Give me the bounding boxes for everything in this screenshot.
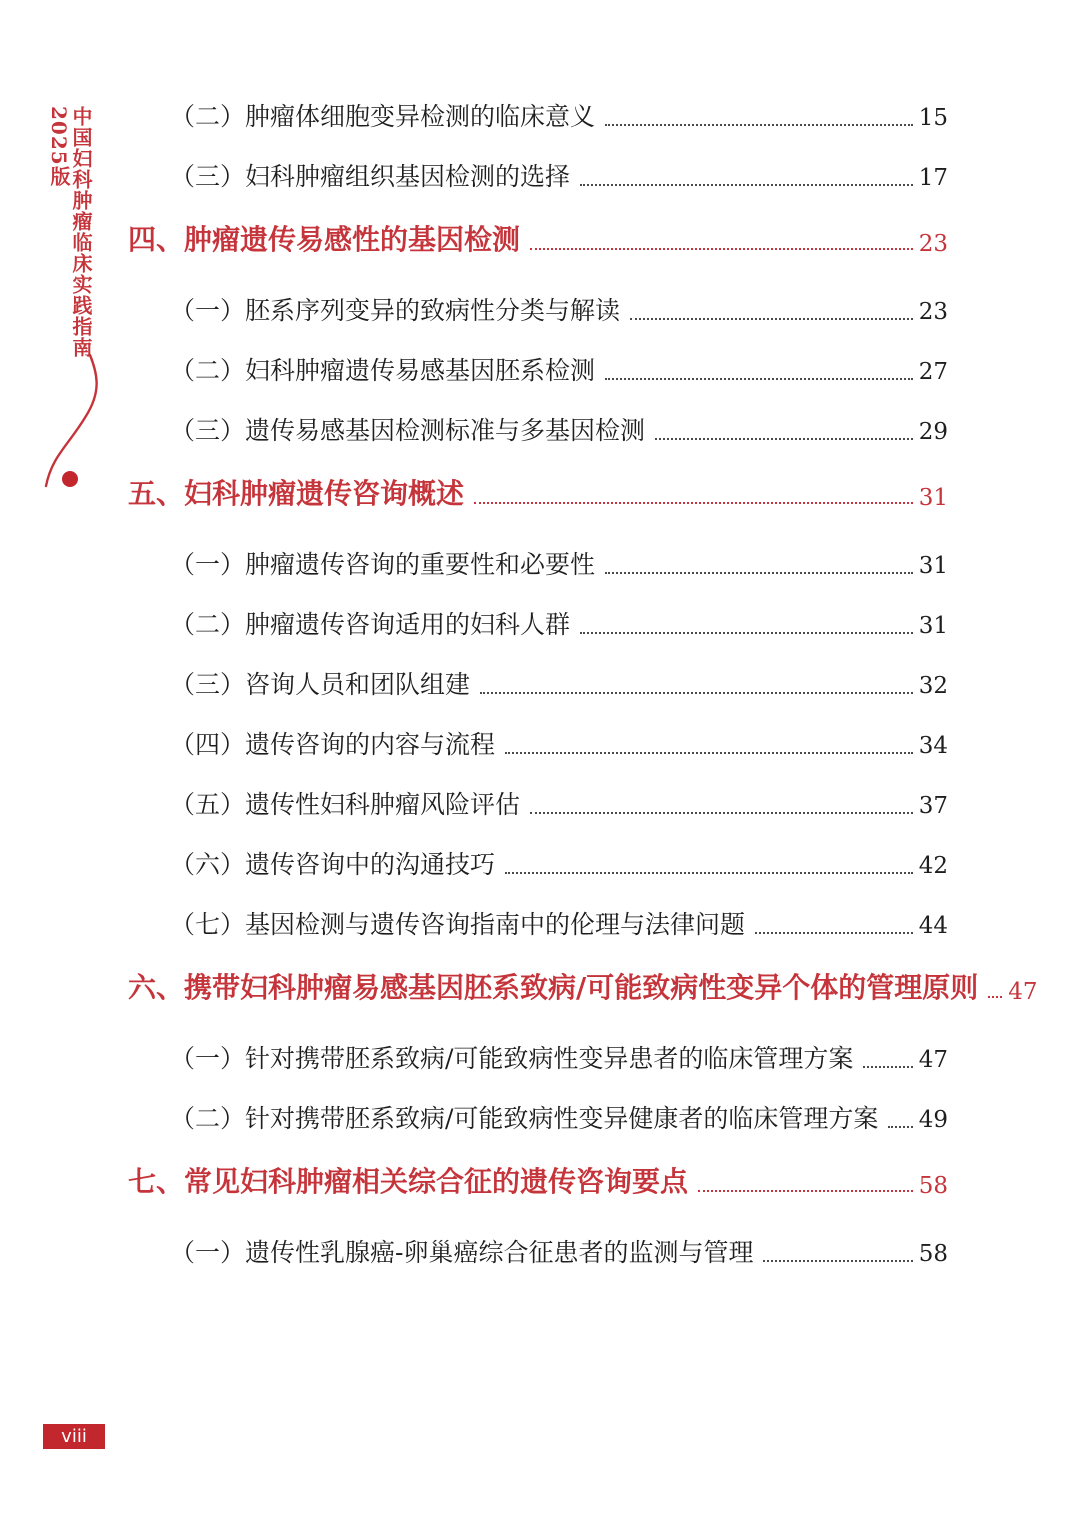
toc-entry <box>128 668 948 702</box>
toc-entry-page: 47 <box>918 1047 948 1073</box>
toc-page <box>128 100 1038 1296</box>
toc-entry-page: 31 <box>918 553 948 579</box>
dotted-leader <box>580 632 913 634</box>
dotted-leader <box>698 1190 913 1192</box>
toc-entry <box>128 788 948 822</box>
toc-entry-label: （一）肿瘤遗传咨询的重要性和必要性 <box>170 550 596 579</box>
dotted-leader <box>755 932 913 934</box>
dotted-leader <box>863 1066 912 1068</box>
toc-entry <box>128 1102 948 1136</box>
toc-entry-page: 42 <box>918 853 948 879</box>
toc-entry-label: （二）肿瘤遗传咨询适用的妇科人群 <box>170 610 571 639</box>
toc-entry <box>128 1042 948 1076</box>
toc-entry-page: 37 <box>918 793 948 819</box>
toc-entry-page: 27 <box>918 359 948 385</box>
toc-entry-label: （七）基因检测与遗传咨询指南中的伦理与法律问题 <box>170 910 746 939</box>
toc-entry-page: 32 <box>918 673 948 699</box>
dotted-leader <box>505 872 913 874</box>
toc-entry-label: （一）遗传性乳腺癌-卵巢癌综合征患者的监测与管理 <box>170 1238 754 1267</box>
toc-entry-page: 31 <box>918 485 948 511</box>
toc-entry <box>128 414 948 448</box>
toc-entry-page: 17 <box>918 165 948 191</box>
toc-entry-label: （二）针对携带胚系致病/可能致病性变异健康者的临床管理方案 <box>170 1104 879 1133</box>
toc-entry-page: 44 <box>918 913 948 939</box>
toc-entry-page: 58 <box>918 1241 948 1267</box>
toc-entry <box>128 848 948 882</box>
sidebar-brand <box>48 106 92 436</box>
toc-entry-page: 47 <box>1008 979 1038 1005</box>
toc-entry <box>128 1162 948 1202</box>
toc-entry-page: 58 <box>918 1173 948 1199</box>
dotted-leader <box>605 378 913 380</box>
toc-entry-label: （三）咨询人员和团队组建 <box>170 670 471 699</box>
toc-entry-page: 34 <box>918 733 948 759</box>
toc-entry-page: 23 <box>918 231 948 257</box>
toc-entry <box>128 608 948 642</box>
dotted-leader <box>480 692 913 694</box>
toc-entry-label: 五、妇科肿瘤遗传咨询概述 <box>128 477 465 510</box>
dotted-leader <box>630 318 913 320</box>
dotted-leader <box>763 1260 912 1262</box>
toc-entry-page: 49 <box>918 1107 948 1133</box>
decorative-dot <box>62 471 78 487</box>
toc-entry-label: （四）遗传咨询的内容与流程 <box>170 730 496 759</box>
toc-entry-page: 29 <box>918 419 948 445</box>
toc-entry <box>128 354 948 388</box>
page-number-badge: viii <box>43 1424 105 1449</box>
dotted-leader <box>505 752 913 754</box>
toc-entry-label: （二）妇科肿瘤遗传易感基因胚系检测 <box>170 356 596 385</box>
toc-entry-page: 15 <box>918 105 948 131</box>
toc-entry <box>128 474 948 514</box>
dotted-leader <box>474 502 913 504</box>
toc-entry-label: （三）妇科肿瘤组织基因检测的选择 <box>170 162 571 191</box>
toc-entry-label: （三）遗传易感基因检测标准与多基因检测 <box>170 416 646 445</box>
dotted-leader <box>605 572 913 574</box>
dotted-leader <box>888 1126 912 1128</box>
toc-list <box>128 100 1038 1270</box>
dotted-leader <box>530 248 913 250</box>
toc-entry <box>128 294 948 328</box>
toc-entry <box>128 1236 948 1270</box>
toc-entry <box>128 160 948 194</box>
toc-entry-label: （一）胚系序列变异的致病性分类与解读 <box>170 296 621 325</box>
toc-entry-label: 四、肿瘤遗传易感性的基因检测 <box>128 223 521 256</box>
toc-entry <box>128 548 948 582</box>
dotted-leader <box>580 184 913 186</box>
toc-entry-page: 31 <box>918 613 948 639</box>
toc-entry <box>128 100 948 134</box>
sidebar-book-title: 中国妇科肿瘤临床实践指南2025版 <box>47 106 93 358</box>
toc-entry <box>128 220 948 260</box>
dotted-leader <box>988 996 1002 998</box>
toc-entry <box>128 908 948 942</box>
toc-entry-label: 六、携带妇科肿瘤易感基因胚系致病/可能致病性变异个体的管理原则 <box>128 971 979 1004</box>
dotted-leader <box>605 124 913 126</box>
toc-entry <box>128 968 1038 1008</box>
toc-entry-label: （五）遗传性妇科肿瘤风险评估 <box>170 790 521 819</box>
toc-entry <box>128 728 948 762</box>
dotted-leader <box>655 438 913 440</box>
toc-entry-label: （二）肿瘤体细胞变异检测的临床意义 <box>170 102 596 131</box>
toc-entry-page: 23 <box>918 299 948 325</box>
toc-entry-label: （一）针对携带胚系致病/可能致病性变异患者的临床管理方案 <box>170 1044 854 1073</box>
toc-entry-label: （六）遗传咨询中的沟通技巧 <box>170 850 496 879</box>
dotted-leader <box>530 812 913 814</box>
toc-entry-label: 七、常见妇科肿瘤相关综合征的遗传咨询要点 <box>128 1165 689 1198</box>
